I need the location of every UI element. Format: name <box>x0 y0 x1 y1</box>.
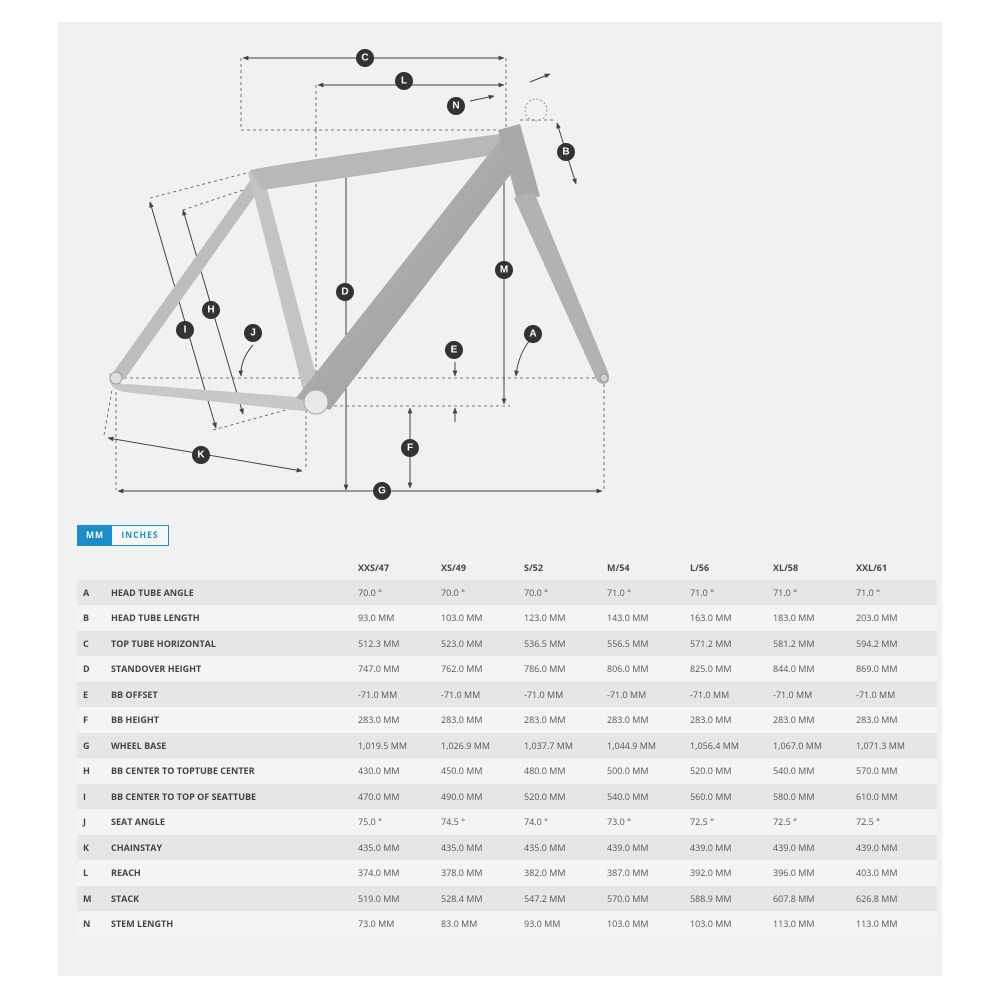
bike-frame <box>109 124 609 414</box>
row-value: 439.0 MM <box>607 834 690 860</box>
row-value: 570.0 MM <box>607 885 690 911</box>
row-value: 512.3 MM <box>358 630 441 656</box>
row-value: 72.5 ° <box>856 809 937 835</box>
size-header: M/54 <box>607 560 630 574</box>
row-value: 83.0 MM <box>441 911 524 937</box>
dimension-badges <box>176 49 575 500</box>
dimension-lines <box>108 58 602 491</box>
row-letter: G <box>77 732 111 758</box>
table-row <box>77 681 937 707</box>
row-value: 403.0 MM <box>856 860 937 886</box>
row-value: -71.0 MM <box>607 681 690 707</box>
row-letter: N <box>77 911 111 937</box>
table-row <box>77 579 937 605</box>
svg-text:C: C <box>361 52 369 64</box>
row-value: 283.0 MM <box>773 707 856 733</box>
size-header: XS/49 <box>441 560 466 574</box>
row-letter: D <box>77 656 111 682</box>
row-value: 103.0 MM <box>690 911 773 937</box>
row-label: STACK <box>111 885 358 911</box>
table-row <box>77 834 937 860</box>
row-value: -71.0 MM <box>358 681 441 707</box>
row-value: 72.5 ° <box>690 809 773 835</box>
row-value: 1,071.3 MM <box>856 732 937 758</box>
row-letter: H <box>77 758 111 784</box>
header-spacer <box>111 555 358 579</box>
row-value: 71.0 ° <box>773 579 856 605</box>
row-value: 588.9 MM <box>690 885 773 911</box>
row-letter: L <box>77 860 111 886</box>
row-label: SEAT ANGLE <box>111 809 358 835</box>
row-label: TOP TUBE HORIZONTAL <box>111 630 358 656</box>
row-value: -71.0 MM <box>856 681 937 707</box>
row-value: 103.0 MM <box>441 605 524 631</box>
row-value: 74.5 ° <box>441 809 524 835</box>
row-value: 523.0 MM <box>441 630 524 656</box>
badge-a <box>524 325 542 343</box>
row-value: 519.0 MM <box>358 885 441 911</box>
row-value: 786.0 MM <box>524 656 607 682</box>
row-value: 825.0 MM <box>690 656 773 682</box>
header-spacer <box>77 555 111 579</box>
table-row <box>77 630 937 656</box>
row-value: 143.0 MM <box>607 605 690 631</box>
badge-f <box>401 439 419 457</box>
svg-text:N: N <box>452 100 460 112</box>
row-value: 1,044.9 MM <box>607 732 690 758</box>
table-row <box>77 809 937 835</box>
row-label: BB CENTER TO TOPTUBE CENTER <box>111 758 358 784</box>
size-header: XXS/47 <box>358 560 389 574</box>
svg-text:K: K <box>197 449 205 461</box>
row-value: 594.2 MM <box>856 630 937 656</box>
row-value: 71.0 ° <box>690 579 773 605</box>
badge-d <box>336 283 354 301</box>
row-label: BB OFFSET <box>111 681 358 707</box>
row-value: 73.0 ° <box>607 809 690 835</box>
svg-text:D: D <box>341 286 349 298</box>
row-letter: I <box>77 783 111 809</box>
row-label: BB CENTER TO TOP OF SEATTUBE <box>111 783 358 809</box>
row-value: 570.0 MM <box>856 758 937 784</box>
row-value: 540.0 MM <box>773 758 856 784</box>
row-letter: E <box>77 681 111 707</box>
table-row <box>77 605 937 631</box>
row-value: 560.0 MM <box>690 783 773 809</box>
row-value: 435.0 MM <box>524 834 607 860</box>
row-value: -71.0 MM <box>690 681 773 707</box>
row-value: -71.0 MM <box>441 681 524 707</box>
row-label: STANDOVER HEIGHT <box>111 656 358 682</box>
svg-text:B: B <box>562 146 570 158</box>
row-value: 581.2 MM <box>773 630 856 656</box>
row-letter: A <box>77 579 111 605</box>
row-value: 480.0 MM <box>524 758 607 784</box>
row-value: 607.8 MM <box>773 885 856 911</box>
row-value: -71.0 MM <box>773 681 856 707</box>
row-label: BB HEIGHT <box>111 707 358 733</box>
svg-text:J: J <box>250 327 256 339</box>
size-header: XL/58 <box>773 560 799 574</box>
row-value: 74.0 ° <box>524 809 607 835</box>
unit-inches-button[interactable]: INCHES <box>112 526 168 545</box>
row-value: 747.0 MM <box>358 656 441 682</box>
row-value: 75.0 ° <box>358 809 441 835</box>
table-row <box>77 885 937 911</box>
row-value: 123.0 MM <box>524 605 607 631</box>
badge-i <box>176 321 194 339</box>
row-value: 163.0 MM <box>690 605 773 631</box>
geometry-table-body <box>77 579 937 936</box>
badge-h <box>202 301 220 319</box>
badge-c <box>356 49 374 67</box>
size-header: S/52 <box>524 560 543 574</box>
table-row <box>77 758 937 784</box>
badge-g <box>373 482 391 500</box>
row-letter: K <box>77 834 111 860</box>
svg-text:G: G <box>378 485 386 497</box>
row-value: 439.0 MM <box>690 834 773 860</box>
row-value: 70.0 ° <box>441 579 524 605</box>
row-value: 113.0 MM <box>773 911 856 937</box>
row-value: 547.2 MM <box>524 885 607 911</box>
row-value: 439.0 MM <box>856 834 937 860</box>
row-value: 392.0 MM <box>690 860 773 886</box>
badge-n <box>447 97 465 115</box>
row-value: 93.0 MM <box>524 911 607 937</box>
size-header-row <box>77 555 937 579</box>
row-value: 571.2 MM <box>690 630 773 656</box>
row-value: 806.0 MM <box>607 656 690 682</box>
row-value: 73.0 MM <box>358 911 441 937</box>
badge-m <box>495 261 513 279</box>
badge-b <box>557 143 575 161</box>
row-label: HEAD TUBE LENGTH <box>111 605 358 631</box>
row-value: 762.0 MM <box>441 656 524 682</box>
row-label: WHEEL BASE <box>111 732 358 758</box>
badge-l <box>395 72 413 90</box>
row-value: 70.0 ° <box>358 579 441 605</box>
row-value: 439.0 MM <box>773 834 856 860</box>
row-value: 1,067.0 MM <box>773 732 856 758</box>
row-value: 528.4 MM <box>441 885 524 911</box>
row-value: 1,056.4 MM <box>690 732 773 758</box>
svg-text:E: E <box>450 344 458 356</box>
unit-mm-button[interactable]: MM <box>78 526 112 545</box>
row-value: 71.0 ° <box>856 579 937 605</box>
row-value: 283.0 MM <box>607 707 690 733</box>
row-value: 1,037.7 MM <box>524 732 607 758</box>
row-value: 435.0 MM <box>358 834 441 860</box>
row-value: 93.0 MM <box>358 605 441 631</box>
row-value: 490.0 MM <box>441 783 524 809</box>
row-value: 500.0 MM <box>607 758 690 784</box>
row-value: 374.0 MM <box>358 860 441 886</box>
row-value: 396.0 MM <box>773 860 856 886</box>
row-value: 283.0 MM <box>856 707 937 733</box>
row-value: 378.0 MM <box>441 860 524 886</box>
row-value: 71.0 ° <box>607 579 690 605</box>
row-value: 610.0 MM <box>856 783 937 809</box>
row-value: 1,026.9 MM <box>441 732 524 758</box>
row-value: 113.0 MM <box>856 911 937 937</box>
row-letter: J <box>77 809 111 835</box>
row-value: 556.5 MM <box>607 630 690 656</box>
svg-text:I: I <box>183 324 187 336</box>
size-header: L/56 <box>690 560 710 574</box>
svg-text:M: M <box>499 264 509 276</box>
table-row <box>77 911 937 937</box>
row-value: 283.0 MM <box>358 707 441 733</box>
badge-k <box>192 446 210 464</box>
row-value: 450.0 MM <box>441 758 524 784</box>
row-value: 183.0 MM <box>773 605 856 631</box>
row-value: 869.0 MM <box>856 656 937 682</box>
row-value: 435.0 MM <box>441 834 524 860</box>
row-label: STEM LENGTH <box>111 911 358 937</box>
row-value: 470.0 MM <box>358 783 441 809</box>
row-value: 72.5 ° <box>773 809 856 835</box>
table-row <box>77 783 937 809</box>
row-letter: C <box>77 630 111 656</box>
row-value: 430.0 MM <box>358 758 441 784</box>
svg-text:A: A <box>529 328 537 340</box>
badge-e <box>445 341 463 359</box>
unit-toggle <box>77 525 169 546</box>
row-value: 283.0 MM <box>441 707 524 733</box>
row-value: -71.0 MM <box>524 681 607 707</box>
row-letter: F <box>77 707 111 733</box>
svg-text:L: L <box>400 75 408 87</box>
row-label: REACH <box>111 860 358 886</box>
size-header: XXL/61 <box>856 560 888 574</box>
badge-j <box>244 324 262 342</box>
row-value: 844.0 MM <box>773 656 856 682</box>
row-value: 580.0 MM <box>773 783 856 809</box>
row-value: 70.0 ° <box>524 579 607 605</box>
table-row <box>77 732 937 758</box>
row-value: 103.0 MM <box>607 911 690 937</box>
row-label: HEAD TUBE ANGLE <box>111 579 358 605</box>
row-value: 283.0 MM <box>690 707 773 733</box>
svg-text:H: H <box>207 304 215 316</box>
row-value: 626.8 MM <box>856 885 937 911</box>
svg-text:F: F <box>406 442 414 454</box>
row-value: 203.0 MM <box>856 605 937 631</box>
row-value: 520.0 MM <box>690 758 773 784</box>
table-row <box>77 707 937 733</box>
table-row <box>77 860 937 886</box>
row-label: CHAINSTAY <box>111 834 358 860</box>
row-letter: B <box>77 605 111 631</box>
frame-geometry-diagram <box>58 22 942 512</box>
row-value: 540.0 MM <box>607 783 690 809</box>
construction-lines <box>104 58 605 490</box>
row-value: 520.0 MM <box>524 783 607 809</box>
row-value: 387.0 MM <box>607 860 690 886</box>
stem-outline <box>525 99 547 121</box>
row-value: 536.5 MM <box>524 630 607 656</box>
row-value: 1,019.5 MM <box>358 732 441 758</box>
row-value: 382.0 MM <box>524 860 607 886</box>
table-row <box>77 656 937 682</box>
row-letter: M <box>77 885 111 911</box>
geometry-table <box>77 555 937 936</box>
row-value: 283.0 MM <box>524 707 607 733</box>
